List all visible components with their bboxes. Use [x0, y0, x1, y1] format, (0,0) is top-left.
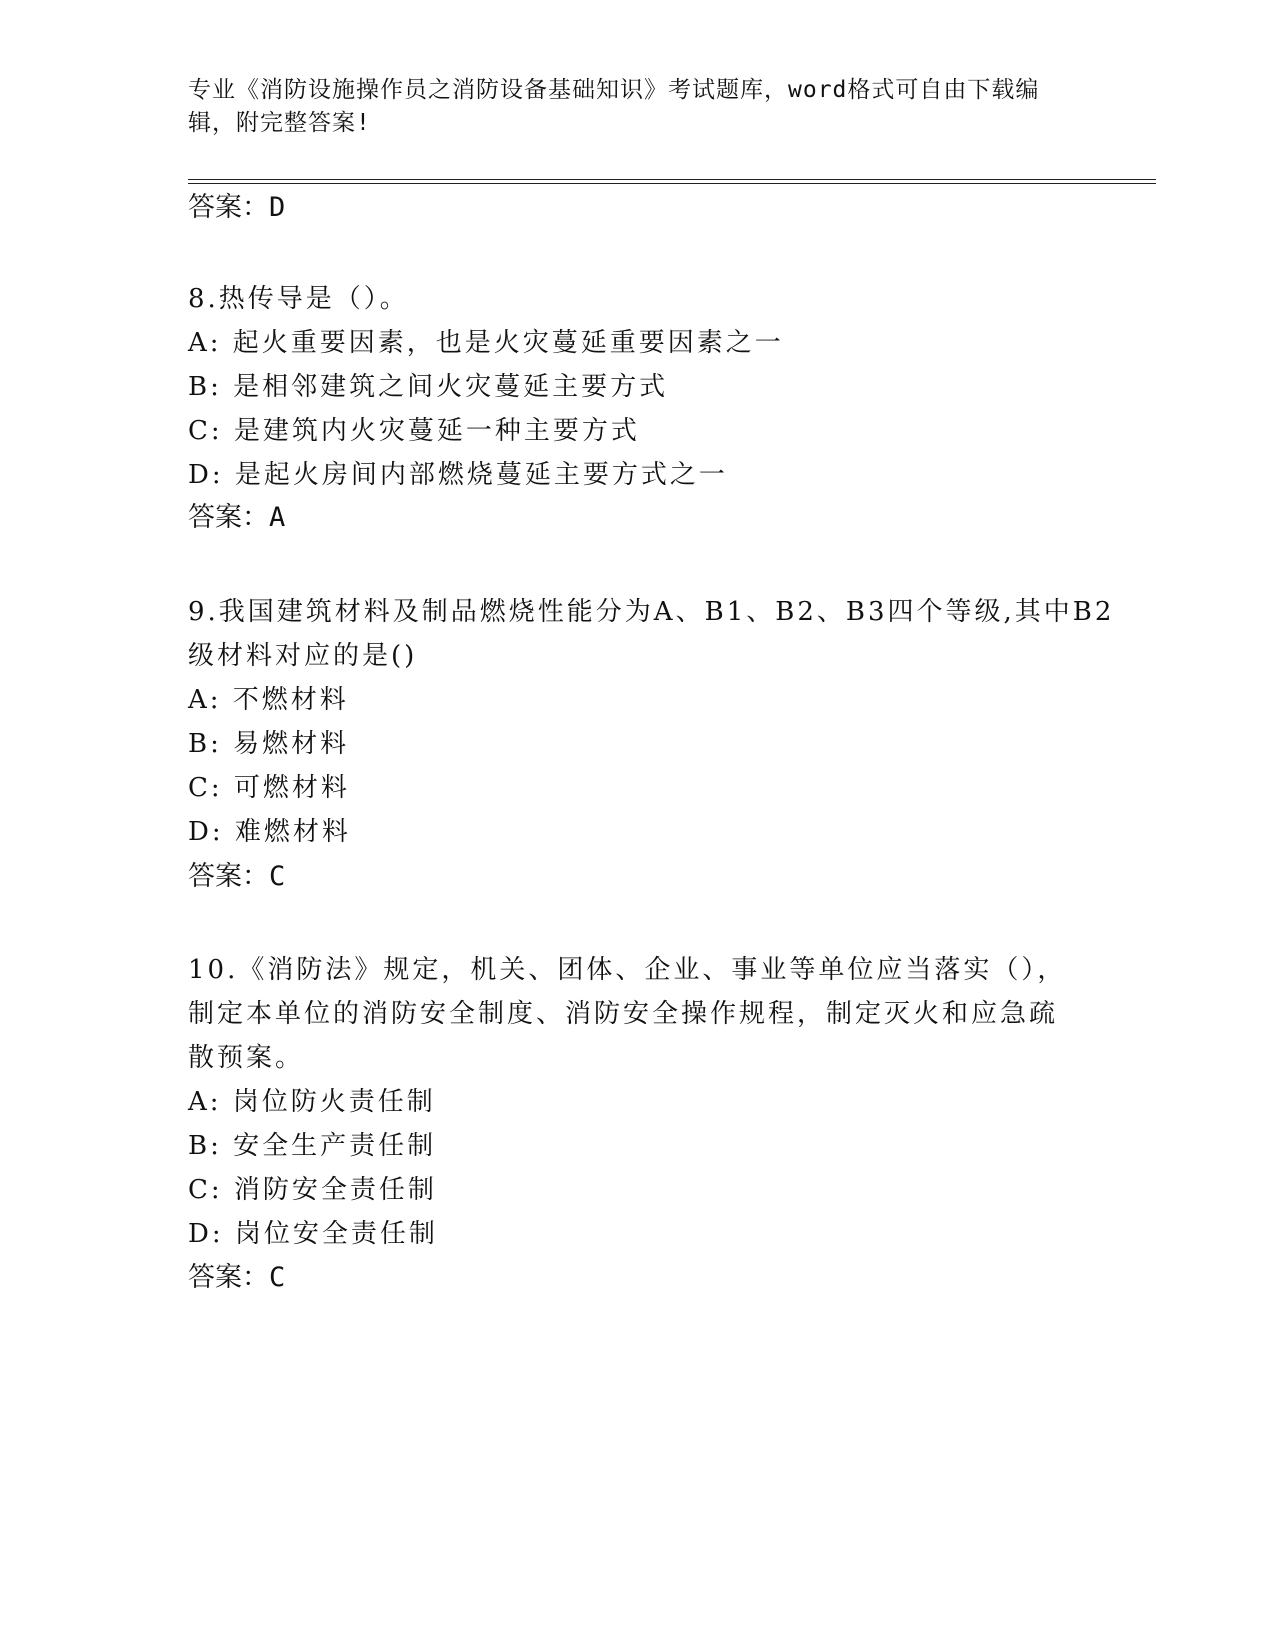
question-8-option-d: D: 是起火房间内部燃烧蔓延主要方式之一 — [188, 460, 728, 490]
question-9-option-a: A: 不燃材料 — [188, 685, 349, 715]
answer-value: A — [269, 502, 286, 533]
question-8-option-c: C: 是建筑内火灾蔓延一种主要方式 — [188, 416, 640, 446]
question-9-text-line-1: 9.我国建筑材料及制品燃烧性能分为A、B1、B2、B3四个等级,其中B2 — [188, 597, 1115, 627]
question-9-option-b: B: 易燃材料 — [188, 729, 350, 759]
question-10-text-line-2: 制定本单位的消防安全制度、消防安全操作规程，制定灭火和应急疏 — [188, 999, 1059, 1029]
answer-value: C — [269, 861, 286, 892]
answer-label: 答案： — [188, 861, 269, 892]
question-9-text-line-2: 级材料对应的是() — [188, 641, 418, 671]
header-line-2: 辑，附完整答案! — [188, 110, 371, 136]
question-8-text: 8.热传导是（）。 — [188, 284, 409, 314]
header-divider-bottom — [188, 183, 1156, 184]
question-9-option-c: C: 可燃材料 — [188, 773, 350, 803]
document-header — [188, 74, 1068, 140]
question-10-answer — [188, 1263, 285, 1293]
answer-label: 答案： — [188, 192, 269, 223]
question-9-answer — [188, 862, 285, 892]
question-10-option-c: C: 消防安全责任制 — [188, 1175, 437, 1205]
question-10-option-d: D: 岗位安全责任制 — [188, 1219, 438, 1249]
answer-value: D — [269, 192, 286, 223]
question-10-option-a: A: 岗位防火责任制 — [188, 1087, 436, 1117]
question-9-option-d: D: 难燃材料 — [188, 817, 351, 847]
question-8-answer — [188, 503, 285, 533]
header-line-1: 专业《消防设施操作员之消防设备基础知识》考试题库，word格式可自由下载编 — [188, 77, 1040, 103]
question-8-option-b: B: 是相邻建筑之间火灾蔓延主要方式 — [188, 372, 669, 402]
question-10-text-line-3: 散预案。 — [188, 1043, 305, 1073]
answer-value: C — [269, 1262, 286, 1293]
answer-label: 答案： — [188, 502, 269, 533]
header-divider-top — [188, 179, 1156, 180]
answer-line-prev — [188, 193, 285, 223]
question-10-option-b: B: 安全生产责任制 — [188, 1131, 437, 1161]
answer-label: 答案： — [188, 1262, 269, 1293]
question-8-option-a: A: 起火重要因素，也是火灾蔓延重要因素之一 — [188, 328, 784, 358]
question-10-text-line-1: 10.《消防法》规定，机关、团体、企业、事业等单位应当落实（）， — [188, 955, 1067, 985]
